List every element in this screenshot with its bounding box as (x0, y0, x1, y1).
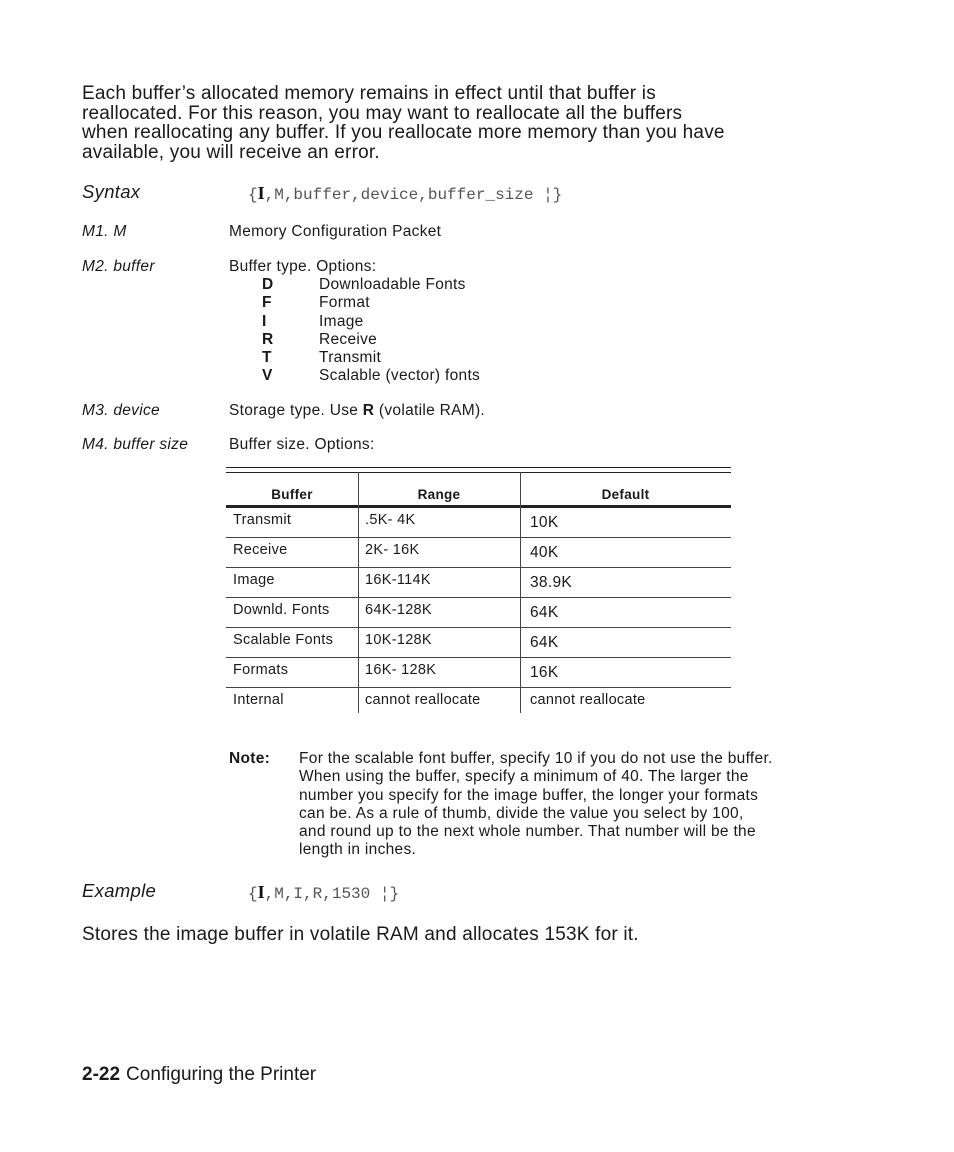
buffer-cell: Scalable Fonts (233, 632, 334, 648)
option-text: Downloadable Fonts (319, 276, 466, 293)
table-top-rule (226, 467, 731, 468)
buffer-cell: Image (233, 572, 275, 588)
note-label: Note: (229, 750, 271, 767)
intro-line: available, you will receive an error. (82, 141, 380, 163)
note-text (299, 750, 859, 860)
table-header-cell: Default (601, 487, 650, 502)
default-cell: 16K (530, 664, 559, 681)
code-params: ,M,buffer,device,buffer_size ¦} (264, 186, 563, 204)
code-command: I (257, 183, 265, 203)
note-line: For the scalable font buffer, specify 10 if you do not use the buffer. (299, 750, 773, 767)
table-header-cell: Buffer (271, 487, 313, 502)
option-text: Transmit (319, 349, 382, 366)
default-cell: 38.9K (530, 574, 573, 591)
default-cell: 40K (530, 544, 559, 561)
table-row (226, 538, 731, 568)
option-code: F (262, 294, 272, 311)
desc-text: Storage type. Use (229, 402, 363, 419)
table-row (226, 568, 731, 598)
range-cell: .5K- 4K (365, 512, 416, 528)
intro-line: when reallocating any buffer. If you reallocate more memory than you have (82, 122, 725, 144)
range-cell: 16K-114K (365, 572, 431, 588)
example-explanation: Stores the image buffer in volatile RAM and allocates 153K for it. (82, 924, 639, 945)
range-cell: 16K- 128K (365, 662, 437, 678)
default-cell: 10K (530, 514, 559, 531)
range-cell: 10K-128K (365, 632, 432, 648)
option-text: Image (319, 313, 364, 330)
intro-line: Each buffer’s allocated memory remains in effect until that buffer is (82, 83, 656, 104)
param-desc-m2: Buffer type. Options: (229, 258, 377, 275)
note-line: length in inches. (299, 841, 417, 859)
intro-line: reallocated. For this reason, you may want to reallocate all the buffers (82, 102, 683, 124)
buffer-cell: Formats (233, 662, 289, 678)
table-row (226, 658, 731, 688)
default-cell: cannot reallocate (530, 692, 646, 708)
syntax-heading: Syntax (82, 181, 141, 202)
default-cell: 64K (530, 634, 559, 651)
option-text: Receive (319, 331, 378, 348)
option-code: D (262, 276, 274, 293)
table-row (226, 598, 731, 628)
param-label-m3: M3. device (82, 402, 160, 419)
desc-text: (volatile RAM). (374, 402, 486, 419)
buffer-cell: Receive (233, 542, 288, 558)
param-label-m4: M4. buffer size (82, 436, 189, 453)
example-heading: Example (82, 880, 157, 901)
option-code: V (262, 367, 273, 384)
desc-bold: R (362, 402, 375, 419)
code-params: ,M,I,R,1530 ¦} (264, 885, 400, 903)
range-cell: 64K-128K (365, 602, 432, 618)
option-text: Scalable (vector) fonts (319, 367, 481, 384)
param-desc-m3 (229, 402, 485, 420)
param-desc-m4: Buffer size. Options: (229, 436, 375, 453)
code-command: I (257, 882, 265, 902)
range-cell: cannot reallocate (365, 692, 481, 708)
table-header-row (226, 473, 731, 505)
intro-paragraph (82, 84, 862, 162)
option-code: T (262, 349, 272, 366)
section-title: Configuring the Printer (126, 1064, 317, 1085)
page-footer (82, 1064, 316, 1086)
option-code: I (262, 313, 267, 330)
note-line: number you specify for the image buffer, the longer your formats (299, 786, 759, 804)
param-label-m2: M2. buffer (82, 258, 155, 275)
buffer-cell: Internal (233, 692, 284, 708)
table-row (226, 628, 731, 658)
buffer-cell: Downld. Fonts (233, 602, 330, 618)
param-desc-m1: Memory Configuration Packet (229, 223, 442, 240)
option-code: R (262, 331, 274, 348)
param-label-m1: M1. M (82, 223, 127, 240)
note-line: can be. As a rule of thumb, divide the value you select by 100, (299, 804, 744, 822)
default-cell: 64K (530, 604, 559, 621)
code-open-brace: { (248, 186, 258, 204)
code-open-brace: { (248, 885, 258, 903)
option-text: Format (319, 294, 370, 311)
table-row (226, 688, 731, 718)
syntax-code (248, 183, 562, 204)
note-line: and round up to the next whole number. That number will be the (299, 823, 756, 841)
range-cell: 2K- 16K (365, 542, 420, 558)
example-code (248, 882, 399, 903)
table-header-cell: Range (417, 487, 461, 502)
note-line: When using the buffer, specify a minimum of 40. The larger the (299, 768, 749, 786)
buffer-cell: Transmit (233, 512, 292, 528)
page-number: 2-22 (82, 1064, 121, 1085)
table-row (226, 508, 731, 538)
